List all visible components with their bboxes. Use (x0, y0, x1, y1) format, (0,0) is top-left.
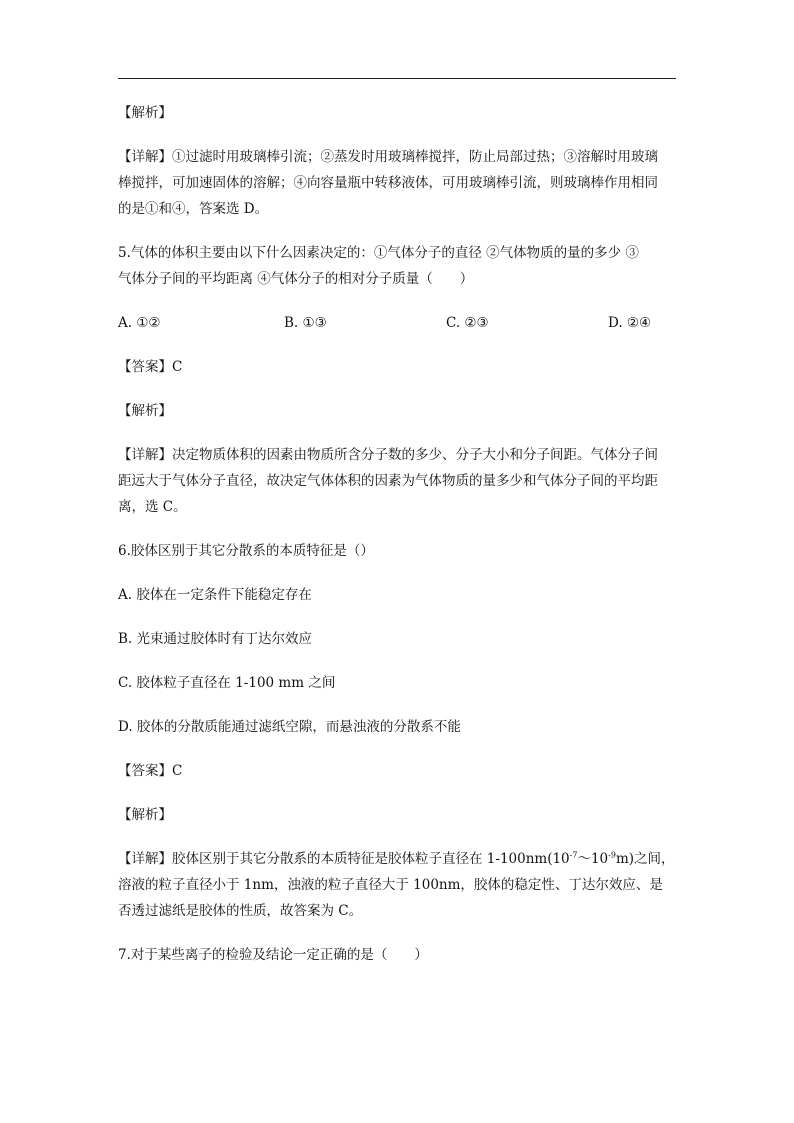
detail-line: 溶液的粒子直径小于 1nm，浊液的粒子直径大于 100nm，胶体的稳定性、丁达尔效应、是 (118, 877, 663, 893)
detail-line: 【详解】决定物质体积的因素由物质所含分子数的多少、分子大小和分子间距。气体分子间 (118, 447, 658, 463)
option-d: D. 胶体的分散质能通过滤纸空隙，而悬浊液的分散系不能 (118, 719, 461, 735)
detail-line: 【详解】①过滤时用玻璃棒引流；②蒸发时用玻璃棒搅拌，防止局部过热；③溶解时用玻璃 (118, 149, 658, 165)
exponent: -7 (569, 850, 578, 860)
detail-text: 【详解】胶体区别于其它分散系的本质特征是胶体粒子直径在 1-100nm(10 (118, 851, 570, 867)
header-rule (118, 78, 676, 79)
section-heading-analysis: 【解析】 (118, 403, 172, 419)
detail-line: 距远大于气体分子直径，故决定气体体积的因素为气体物质的量多少和气体分子间的平均距 (118, 473, 658, 489)
question-5-options (118, 310, 678, 336)
option-c: C. 胶体粒子直径在 1-100 mm 之间 (118, 675, 336, 691)
question-5-stem: 5.气体的体积主要由以下什么因素决定的：①气体分子的直径 ②气体物质的量的多少 ③ (118, 245, 639, 261)
section-heading-analysis: 【解析】 (118, 807, 172, 823)
detail-text: m)之间， (615, 851, 675, 867)
detail-line: 棒搅拌，可加速固体的溶解；④向容量瓶中转移液体，可用玻璃棒引流，则玻璃棒作用相同 (118, 175, 658, 191)
detail-line (118, 846, 678, 872)
question-6-stem: 6.胶体区别于其它分散系的本质特征是（） (118, 543, 374, 559)
detail-text: ～10 (577, 851, 609, 867)
option-b: B. ①③ (284, 315, 327, 331)
detail-line: 离，选 C。 (118, 499, 187, 515)
section-heading-analysis: 【解析】 (118, 105, 172, 121)
option-c: C. ②③ (446, 315, 489, 331)
document-content (118, 100, 678, 968)
answer-label: 【答案】C (118, 359, 183, 375)
question-5-stem: 气体分子间的平均距离 ④气体分子的相对分子质量（ ） (118, 271, 474, 287)
option-a: A. 胶体在一定条件下能稳定存在 (118, 587, 312, 603)
option-b: B. 光束通过胶体时有丁达尔效应 (118, 631, 313, 647)
option-d: D. ②④ (608, 315, 652, 331)
question-7-stem: 7.对于某些离子的检验及结论一定正确的是（ ） (118, 947, 428, 963)
exponent: -9 (608, 850, 616, 860)
option-a: A. ①② (118, 315, 161, 331)
answer-label: 【答案】C (118, 763, 183, 779)
detail-line: 的是①和④，答案选 D。 (118, 201, 269, 217)
detail-line: 否透过滤纸是胶体的性质，故答案为 C。 (118, 903, 363, 919)
